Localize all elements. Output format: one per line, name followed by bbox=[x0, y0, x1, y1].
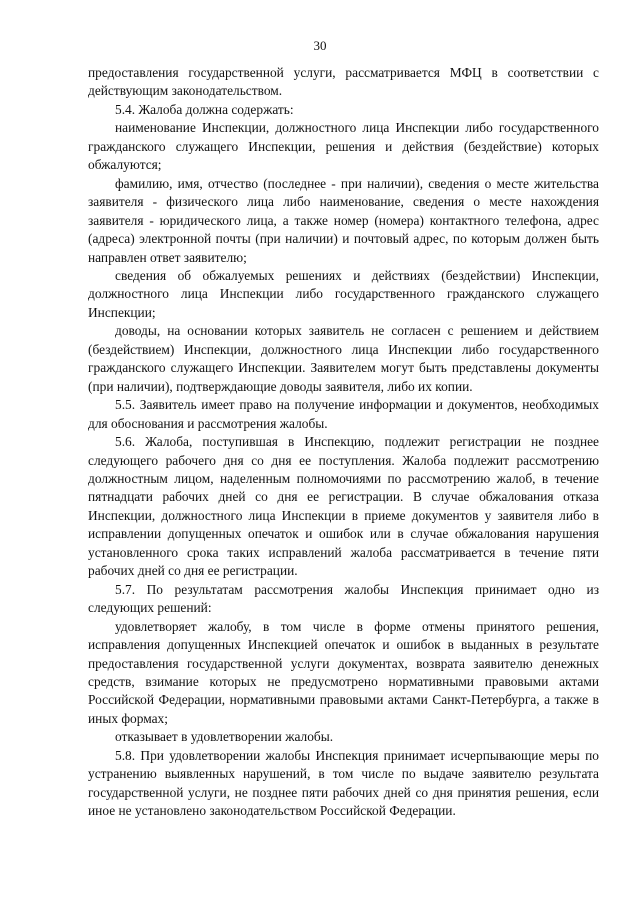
page-number: 30 bbox=[313, 38, 327, 53]
paragraph-5-7: 5.7. По результатам рассмотрения жалобы Инспекция принимает одно из следующих решений: bbox=[88, 581, 599, 616]
paragraph-complaint-item-decisions: сведения об обжалуемых решениях и действиях (бездействии) Инспекции, должностного лица Инспекции либо государственного гражданского служащего Инспекции; bbox=[88, 267, 599, 320]
paragraph-complaint-item-applicant: фамилию, имя, отчество (последнее - при наличии), сведения о месте жительства заявителя - физического лица либо наименование, сведения о месте нахождения заявителя - юридического лица, а также номер (номера) контактного телефона, адрес (адреса) электронной почты (при наличии) и почтовый адрес, по которым должен быть направлен ответ заявителю; bbox=[88, 175, 599, 265]
paragraph-5-6: 5.6. Жалоба, поступившая в Инспекцию, подлежит регистрации не позднее следующего рабочего дня со дня ее поступления. Жалоба подлежит рассмотрению должностным лицом, наделенным полномочиями по рассмотрению жалоб, в течение пятнадцати рабочих дней со дня ее регистрации. В случае обжалования отказа Инспекции, должностного лица Инспекции в приеме документов у заявителя либо в исправлении допущенных опечаток и ошибок или в случае обжалования нарушения установленного срока таких исправлений жалоба рассматривается в течение пяти рабочих дней со дня ее регистрации. bbox=[88, 434, 599, 579]
paragraph-5-5: 5.5. Заявитель имеет право на получение информации и документов, необходимых для обоснования и рассмотрения жалобы. bbox=[88, 397, 599, 431]
paragraph-decision-satisfy: удовлетворяет жалобу, в том числе в форме отмены принятого решения, исправления допущенных Инспекцией опечаток и ошибок в выданных в результате предоставления государственной услуги документах, возврата заявителю денежных средств, взимание которых не предусмотрено нормативными правовыми актами Российской Федерации, нормативными правовыми актами Санкт-Петербурга, а также в иных формах; bbox=[88, 618, 599, 726]
paragraph-5-4-heading: 5.4. Жалоба должна содержать: bbox=[115, 101, 294, 117]
paragraph-complaint-item-arguments: доводы, на основании которых заявитель не согласен с решением и действием (бездействием) Инспекции, должностного лица Инспекции либо государственного гражданского служащего Инспекции. Заявителем могут быть представлены документы (при наличии), подтверждающие доводы заявителя, либо их копии. bbox=[88, 323, 599, 394]
paragraph-complaint-item-name: наименование Инспекции, должностного лица Инспекции либо государственного гражданского служащего Инспекции, решения и действия (бездействие) которых обжалуются; bbox=[88, 120, 599, 173]
document-body bbox=[88, 64, 599, 821]
paragraph-decision-refuse: отказывает в удовлетворении жалобы. bbox=[115, 729, 334, 745]
paragraph-continuation: предоставления государственной услуги, рассматривается МФЦ в соответствии с действующим законодательством. bbox=[88, 65, 599, 99]
paragraph-5-8: 5.8. При удовлетворении жалобы Инспекция принимает исчерпывающие меры по устранению выявленных нарушений, в том числе по выдаче заявителю результата государственной услуги, не позднее пяти рабочих дней со дня принятия решения, если иное не установлено законодательством Российской Федерации. bbox=[88, 747, 599, 819]
